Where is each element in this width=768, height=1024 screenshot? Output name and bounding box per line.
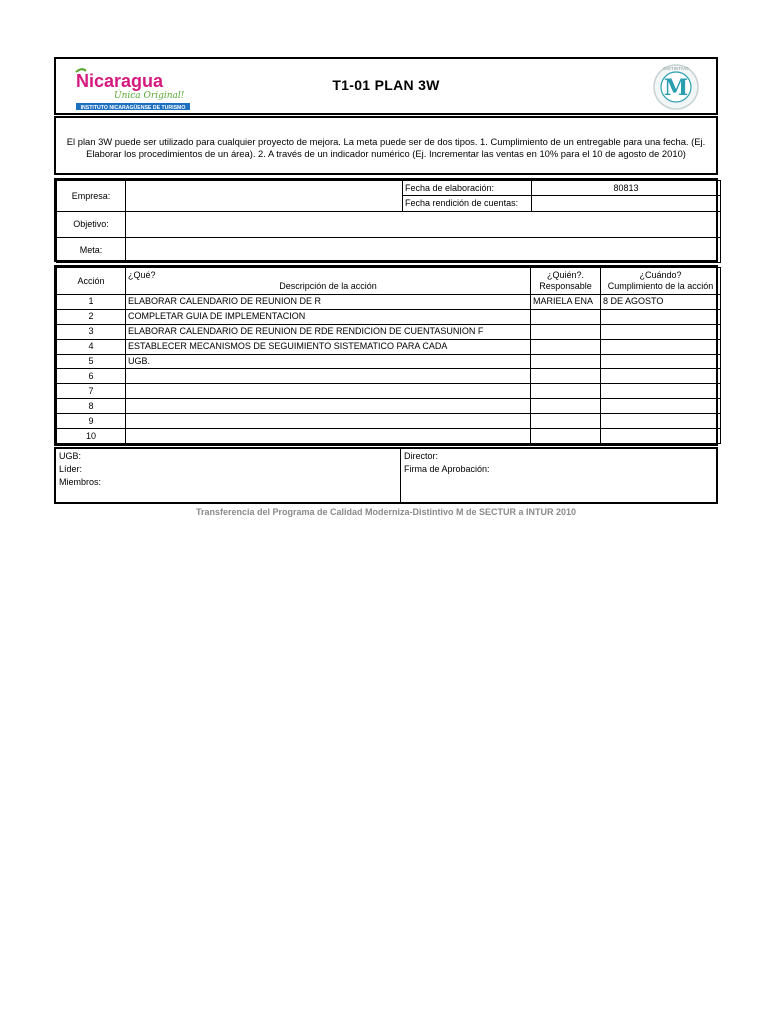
logo-institute: INSTITUTO NICARAGÜENSE DE TURISMO [80, 105, 186, 111]
meta-label: Meta: [57, 238, 126, 263]
lider-label: Líder: [59, 464, 83, 474]
row-description[interactable] [126, 369, 531, 384]
row-description[interactable] [126, 414, 531, 429]
col-responsable: Responsable [539, 281, 592, 291]
empresa-label: Empresa: [57, 181, 126, 212]
row-when[interactable] [601, 354, 721, 369]
row-when[interactable]: 8 DE AGOSTO [601, 295, 721, 310]
page-title: T1-01 PLAN 3W [332, 77, 440, 93]
col-que-descripcion [126, 268, 531, 295]
row-number: 10 [57, 429, 126, 444]
distintivo-m-logo [650, 63, 702, 111]
row-number: 3 [57, 324, 126, 339]
row-responsible[interactable] [531, 384, 601, 399]
row-responsible[interactable] [531, 309, 601, 324]
row-when[interactable] [601, 414, 721, 429]
footer-note: Transferencia del Programa de Calidad Moderniza-Distintivo M de SECTUR a INTUR 2010 [195, 507, 577, 517]
objetivo-label: Objetivo: [57, 212, 126, 238]
fecha-rendicion-field[interactable] [532, 196, 721, 212]
row-description[interactable] [126, 399, 531, 414]
row-when[interactable] [601, 309, 721, 324]
row-description[interactable]: COMPLETAR GUIA DE IMPLEMENTACION [126, 309, 531, 324]
action-table [54, 265, 718, 446]
row-description[interactable]: ESTABLECER MECANISMOS DE SEGUIMIENTO SISTEMATICO PARA CADA [126, 339, 531, 354]
row-when[interactable] [601, 339, 721, 354]
row-number: 4 [57, 339, 126, 354]
row-description[interactable]: ELABORAR CALENDARIO DE REUNION DE R [126, 295, 531, 310]
row-number: 8 [57, 399, 126, 414]
row-when[interactable] [601, 399, 721, 414]
row-number: 9 [57, 414, 126, 429]
row-when[interactable] [601, 384, 721, 399]
row-when[interactable] [601, 429, 721, 444]
form-header [54, 57, 718, 115]
table-row [57, 429, 721, 444]
info-table [54, 178, 718, 262]
logo-ring-text: DISTINTIVO [663, 66, 689, 71]
description-box [54, 116, 718, 175]
col-cuando: ¿Cuándo? [639, 270, 682, 280]
fecha-elaboracion-label: Fecha de elaboración: [403, 181, 532, 196]
director-label: Director: [404, 451, 439, 461]
meta-field[interactable] [126, 238, 721, 263]
row-number: 7 [57, 384, 126, 399]
description-text: El plan 3W puede ser utilizado para cualquier proyecto de mejora. La meta puede ser de dos tipos. 1. Cumplimiento de un entregable para una fecha. (Ej. Elaborar los procedimientos de un área). 2. A través de un indicador numérico (Ej. Incrementar las ventas en 10% para el 10 de agosto de 2010) [66, 136, 706, 159]
row-number: 5 [57, 354, 126, 369]
table-row [57, 295, 721, 310]
approval-column [401, 449, 716, 502]
table-row [57, 414, 721, 429]
signature-box [54, 447, 718, 504]
row-responsible[interactable] [531, 414, 601, 429]
col-accion: Acción [57, 268, 126, 295]
row-number: 6 [57, 369, 126, 384]
row-when[interactable] [601, 324, 721, 339]
row-description[interactable] [126, 384, 531, 399]
table-row [57, 339, 721, 354]
col-cumplimiento: Cumplimiento de la acción [607, 281, 714, 291]
table-row [57, 309, 721, 324]
table-row [57, 384, 721, 399]
table-row [57, 324, 721, 339]
row-responsible[interactable] [531, 354, 601, 369]
col-descripcion: Descripción de la acción [279, 281, 377, 291]
row-responsible[interactable]: MARIELA ENA [531, 295, 601, 310]
fecha-elaboracion-field[interactable]: 80813 [532, 181, 721, 196]
action-table-header [57, 268, 721, 295]
row-responsible[interactable] [531, 399, 601, 414]
col-cuando-cumplimiento [601, 268, 721, 295]
row-description[interactable] [126, 429, 531, 444]
row-number: 2 [57, 309, 126, 324]
table-row [57, 399, 721, 414]
col-quien-responsable [531, 268, 601, 295]
row-responsible[interactable] [531, 324, 601, 339]
row-when[interactable] [601, 369, 721, 384]
table-row [57, 369, 721, 384]
miembros-label: Miembros: [59, 477, 102, 487]
col-quien: ¿Quién?. [546, 270, 585, 280]
objetivo-field[interactable] [126, 212, 721, 238]
empresa-field[interactable] [126, 181, 403, 212]
row-responsible[interactable] [531, 429, 601, 444]
col-que: ¿Qué? [128, 270, 156, 280]
team-column [56, 449, 401, 502]
row-responsible[interactable] [531, 369, 601, 384]
row-description[interactable]: ELABORAR CALENDARIO DE REUNION DE RDE RENDICION DE CUENTASUNION F [126, 324, 531, 339]
row-number: 1 [57, 295, 126, 310]
ugb-label: UGB: [59, 451, 82, 461]
logo-letter: M [663, 75, 689, 101]
fecha-rendicion-label: Fecha rendición de cuentas: [403, 196, 532, 212]
firma-label: Firma de Aprobación: [404, 464, 490, 474]
row-description[interactable]: UGB. [126, 354, 531, 369]
table-row [57, 354, 721, 369]
row-responsible[interactable] [531, 339, 601, 354]
logo-name: Nicaragua [76, 71, 164, 91]
logo-tagline: Única Original! [114, 91, 185, 101]
